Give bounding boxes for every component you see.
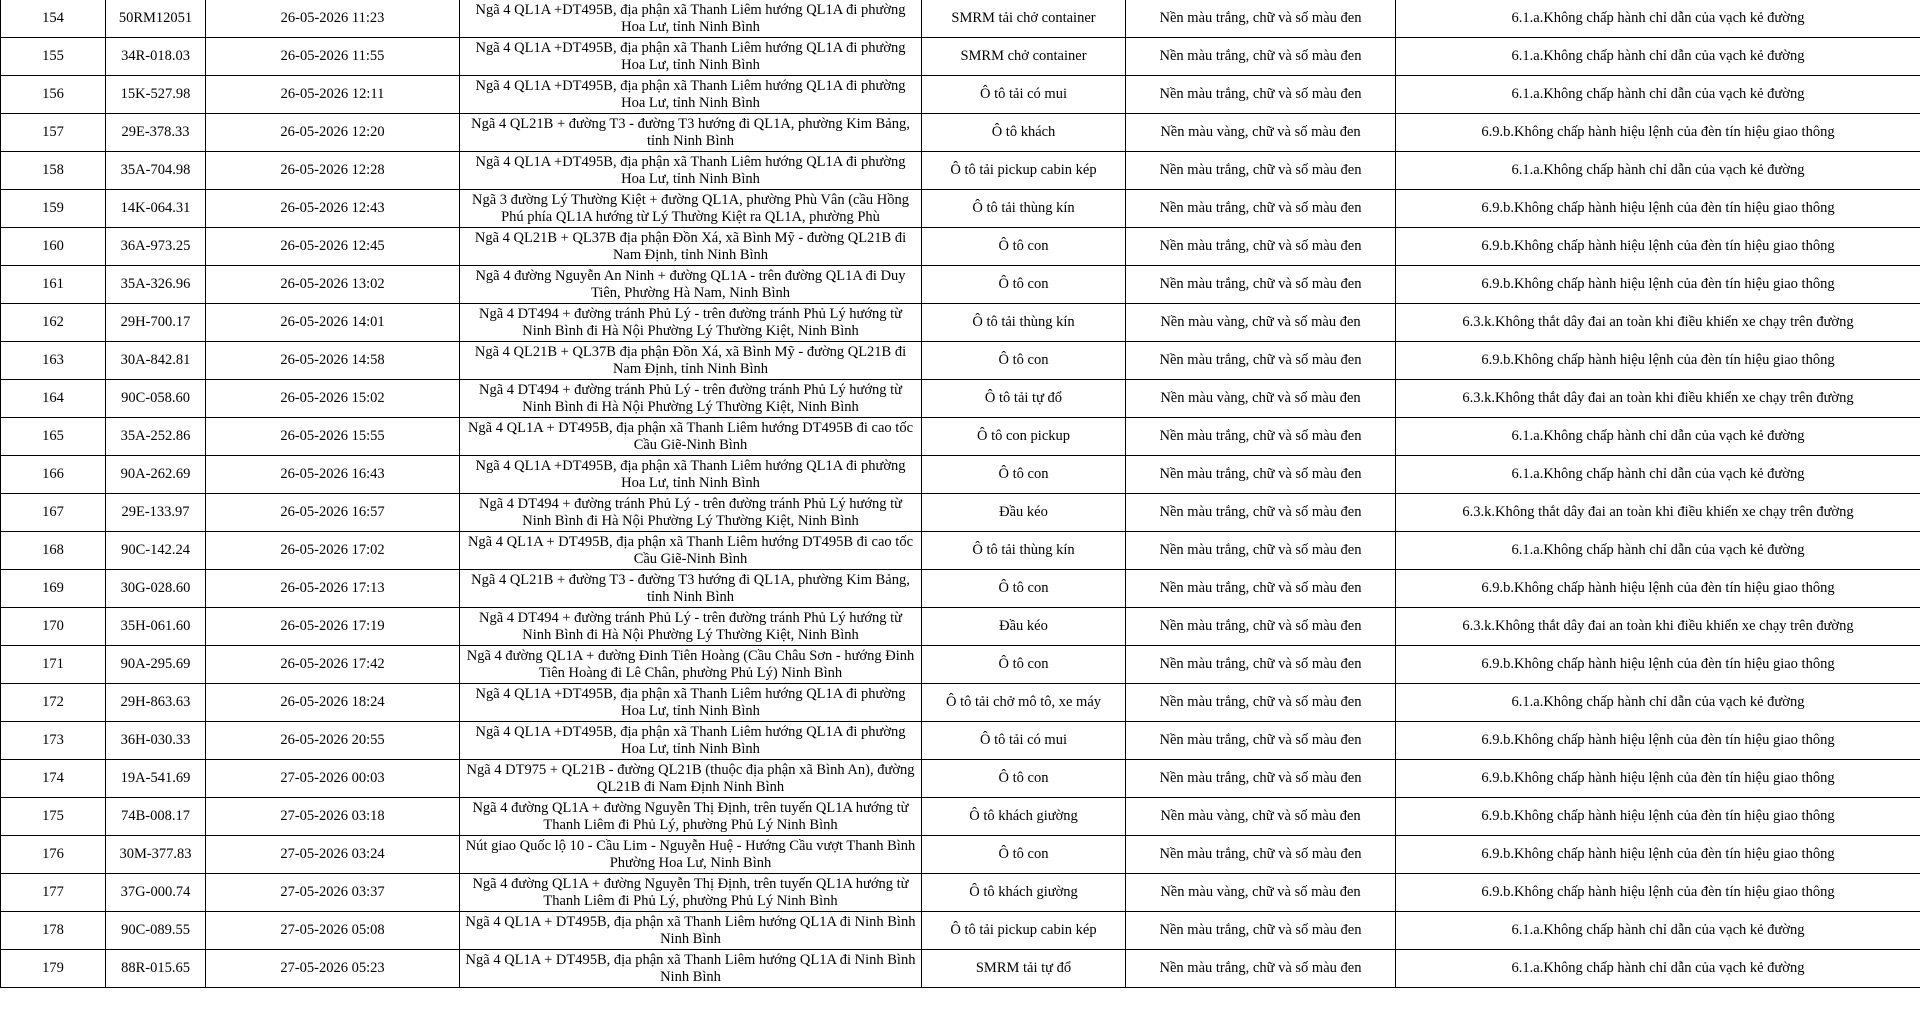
violation-cell: 6.9.b.Không chấp hành hiệu lệnh của đèn tín hiệu giao thông [1396,114,1920,152]
datetime-cell: 26-05-2026 13:02 [206,266,460,304]
location-cell: Ngã 4 QL1A + DT495B, địa phận xã Thanh Liêm hướng DT495B đi cao tốc Cầu Giẽ-Ninh Bình [460,532,922,570]
violation-cell: 6.9.b.Không chấp hành hiệu lệnh của đèn tín hiệu giao thông [1396,798,1920,836]
datetime-cell: 26-05-2026 18:24 [206,684,460,722]
plate-color-cell: Nền màu trắng, chữ và số màu đen [1126,950,1396,988]
license-plate-cell: 29E-378.33 [106,114,206,152]
plate-color-cell: Nền màu trắng, chữ và số màu đen [1126,912,1396,950]
location-cell: Ngã 4 đường Nguyễn An Ninh + đường QL1A - trên đường QL1A đi Duy Tiên, Phường Hà Nam, Ninh Bình [460,266,922,304]
violation-cell: 6.1.a.Không chấp hành chỉ dẫn của vạch kẻ đường [1396,456,1920,494]
table-body [1,0,1920,988]
row-number-cell: 171 [1,646,106,684]
violation-cell: 6.3.k.Không thắt dây đai an toàn khi điều khiển xe chạy trên đường [1396,494,1920,532]
vehicle-type-cell: SMRM chở container [922,38,1126,76]
table-row [1,380,1920,418]
row-number-cell: 167 [1,494,106,532]
table-row [1,912,1920,950]
vehicle-type-cell: Ô tô con [922,456,1126,494]
license-plate-cell: 90A-295.69 [106,646,206,684]
location-cell: Ngã 4 DT494 + đường tránh Phủ Lý - trên đường tránh Phủ Lý hướng từ Ninh Bình đi Hà Nội Phường Lý Thường Kiệt, Ninh Bình [460,608,922,646]
vehicle-type-cell: SMRM tải tự đổ [922,950,1126,988]
table-row [1,456,1920,494]
license-plate-cell: 36A-973.25 [106,228,206,266]
vehicle-type-cell: Ô tô khách giường [922,874,1126,912]
datetime-cell: 26-05-2026 11:23 [206,0,460,38]
datetime-cell: 26-05-2026 16:43 [206,456,460,494]
plate-color-cell: Nền màu trắng, chữ và số màu đen [1126,342,1396,380]
location-cell: Ngã 4 QL1A +DT495B, địa phận xã Thanh Liêm hướng QL1A đi phường Hoa Lư, tỉnh Ninh Bình [460,722,922,760]
table-row [1,570,1920,608]
row-number-cell: 165 [1,418,106,456]
plate-color-cell: Nền màu trắng, chữ và số màu đen [1126,418,1396,456]
violation-cell: 6.1.a.Không chấp hành chỉ dẫn của vạch kẻ đường [1396,684,1920,722]
table-row [1,342,1920,380]
license-plate-cell: 50RM12051 [106,0,206,38]
row-number-cell: 175 [1,798,106,836]
datetime-cell: 27-05-2026 05:08 [206,912,460,950]
row-number-cell: 159 [1,190,106,228]
license-plate-cell: 35A-704.98 [106,152,206,190]
datetime-cell: 26-05-2026 17:13 [206,570,460,608]
vehicle-type-cell: Ô tô con [922,836,1126,874]
row-number-cell: 173 [1,722,106,760]
location-cell: Ngã 4 QL1A +DT495B, địa phận xã Thanh Liêm hướng QL1A đi phường Hoa Lư, tỉnh Ninh Bình [460,38,922,76]
row-number-cell: 176 [1,836,106,874]
location-cell: Ngã 4 QL1A +DT495B, địa phận xã Thanh Liêm hướng QL1A đi phường Hoa Lư, tỉnh Ninh Bình [460,456,922,494]
violation-cell: 6.1.a.Không chấp hành chỉ dẫn của vạch kẻ đường [1396,0,1920,38]
violation-cell: 6.9.b.Không chấp hành hiệu lệnh của đèn tín hiệu giao thông [1396,722,1920,760]
plate-color-cell: Nền màu vàng, chữ và số màu đen [1126,798,1396,836]
row-number-cell: 160 [1,228,106,266]
license-plate-cell: 90C-142.24 [106,532,206,570]
datetime-cell: 26-05-2026 14:01 [206,304,460,342]
location-cell: Ngã 4 đường QL1A + đường Nguyễn Thị Định, trên tuyến QL1A hướng từ Thanh Liêm đi Phủ Lý, phường Phủ Lý Ninh Bình [460,798,922,836]
location-cell: Ngã 4 đường QL1A + đường Nguyễn Thị Định, trên tuyến QL1A hướng từ Thanh Liêm đi Phủ Lý, phường Phủ Lý Ninh Bình [460,874,922,912]
row-number-cell: 164 [1,380,106,418]
vehicle-type-cell: Ô tô tải có mui [922,76,1126,114]
datetime-cell: 26-05-2026 12:28 [206,152,460,190]
plate-color-cell: Nền màu trắng, chữ và số màu đen [1126,152,1396,190]
row-number-cell: 169 [1,570,106,608]
plate-color-cell: Nền màu trắng, chữ và số màu đen [1126,494,1396,532]
row-number-cell: 174 [1,760,106,798]
vehicle-type-cell: Ô tô tải có mui [922,722,1126,760]
license-plate-cell: 15K-527.98 [106,76,206,114]
vehicle-type-cell: Ô tô tải tự đổ [922,380,1126,418]
table-row [1,76,1920,114]
vehicle-type-cell: Ô tô tải thùng kín [922,532,1126,570]
plate-color-cell: Nền màu trắng, chữ và số màu đen [1126,646,1396,684]
location-cell: Ngã 4 QL1A +DT495B, địa phận xã Thanh Liêm hướng QL1A đi phường Hoa Lư, tỉnh Ninh Bình [460,152,922,190]
violation-cell: 6.1.a.Không chấp hành chỉ dẫn của vạch kẻ đường [1396,532,1920,570]
license-plate-cell: 74B-008.17 [106,798,206,836]
location-cell: Ngã 4 DT494 + đường tránh Phủ Lý - trên đường tránh Phủ Lý hướng từ Ninh Bình đi Hà Nội Phường Lý Thường Kiệt, Ninh Bình [460,494,922,532]
violation-cell: 6.9.b.Không chấp hành hiệu lệnh của đèn tín hiệu giao thông [1396,190,1920,228]
plate-color-cell: Nền màu vàng, chữ và số màu đen [1126,114,1396,152]
license-plate-cell: 19A-541.69 [106,760,206,798]
datetime-cell: 26-05-2026 15:02 [206,380,460,418]
location-cell: Ngã 4 DT494 + đường tránh Phủ Lý - trên đường tránh Phủ Lý hướng từ Ninh Bình đi Hà Nội Phường Lý Thường Kiệt, Ninh Bình [460,380,922,418]
license-plate-cell: 35A-252.86 [106,418,206,456]
vehicle-type-cell: Ô tô con [922,228,1126,266]
vehicle-type-cell: Ô tô tải chở mô tô, xe máy [922,684,1126,722]
datetime-cell: 27-05-2026 00:03 [206,760,460,798]
plate-color-cell: Nền màu trắng, chữ và số màu đen [1126,760,1396,798]
table-row [1,152,1920,190]
plate-color-cell: Nền màu trắng, chữ và số màu đen [1126,76,1396,114]
violation-cell: 6.9.b.Không chấp hành hiệu lệnh của đèn tín hiệu giao thông [1396,874,1920,912]
location-cell: Ngã 4 QL21B + đường T3 - đường T3 hướng đi QL1A, phường Kim Bảng, tỉnh Ninh Bình [460,114,922,152]
plate-color-cell: Nền màu trắng, chữ và số màu đen [1126,722,1396,760]
row-number-cell: 166 [1,456,106,494]
violation-cell: 6.9.b.Không chấp hành hiệu lệnh của đèn tín hiệu giao thông [1396,342,1920,380]
table-row [1,114,1920,152]
location-cell: Ngã 4 QL1A + DT495B, địa phận xã Thanh Liêm hướng DT495B đi cao tốc Cầu Giẽ-Ninh Bình [460,418,922,456]
violation-cell: 6.9.b.Không chấp hành hiệu lệnh của đèn tín hiệu giao thông [1396,760,1920,798]
row-number-cell: 179 [1,950,106,988]
vehicle-type-cell: Ô tô con [922,570,1126,608]
table-row [1,266,1920,304]
plate-color-cell: Nền màu trắng, chữ và số màu đen [1126,38,1396,76]
plate-color-cell: Nền màu trắng, chữ và số màu đen [1126,608,1396,646]
location-cell: Ngã 4 QL1A +DT495B, địa phận xã Thanh Liêm hướng QL1A đi phường Hoa Lư, tỉnh Ninh Bình [460,0,922,38]
row-number-cell: 177 [1,874,106,912]
violation-cell: 6.1.a.Không chấp hành chỉ dẫn của vạch kẻ đường [1396,950,1920,988]
table-row [1,836,1920,874]
table-row [1,798,1920,836]
vehicle-type-cell: Ô tô tải thùng kín [922,190,1126,228]
row-number-cell: 155 [1,38,106,76]
license-plate-cell: 34R-018.03 [106,38,206,76]
row-number-cell: 163 [1,342,106,380]
location-cell: Ngã 4 QL1A +DT495B, địa phận xã Thanh Liêm hướng QL1A đi phường Hoa Lư, tỉnh Ninh Bình [460,684,922,722]
datetime-cell: 27-05-2026 05:23 [206,950,460,988]
vehicle-type-cell: Ô tô con [922,646,1126,684]
row-number-cell: 170 [1,608,106,646]
datetime-cell: 26-05-2026 12:45 [206,228,460,266]
vehicle-type-cell: Ô tô con [922,266,1126,304]
table-row [1,0,1920,38]
violation-cell: 6.1.a.Không chấp hành chỉ dẫn của vạch kẻ đường [1396,76,1920,114]
location-cell: Ngã 4 QL1A + DT495B, địa phận xã Thanh Liêm hướng QL1A đi Ninh Bình Ninh Bình [460,912,922,950]
datetime-cell: 26-05-2026 20:55 [206,722,460,760]
license-plate-cell: 90C-089.55 [106,912,206,950]
table-row [1,190,1920,228]
table-row [1,304,1920,342]
location-cell: Ngã 4 QL21B + đường T3 - đường T3 hướng đi QL1A, phường Kim Bảng, tỉnh Ninh Bình [460,570,922,608]
row-number-cell: 162 [1,304,106,342]
vehicle-type-cell: Ô tô con [922,760,1126,798]
license-plate-cell: 35A-326.96 [106,266,206,304]
vehicle-type-cell: Ô tô khách giường [922,798,1126,836]
plate-color-cell: Nền màu trắng, chữ và số màu đen [1126,570,1396,608]
license-plate-cell: 88R-015.65 [106,950,206,988]
datetime-cell: 26-05-2026 11:55 [206,38,460,76]
plate-color-cell: Nền màu trắng, chữ và số màu đen [1126,0,1396,38]
violation-cell: 6.3.k.Không thắt dây đai an toàn khi điều khiển xe chạy trên đường [1396,608,1920,646]
plate-color-cell: Nền màu trắng, chữ và số màu đen [1126,532,1396,570]
license-plate-cell: 37G-000.74 [106,874,206,912]
plate-color-cell: Nền màu trắng, chữ và số màu đen [1126,266,1396,304]
vehicle-type-cell: Ô tô con pickup [922,418,1126,456]
vehicle-type-cell: Ô tô khách [922,114,1126,152]
row-number-cell: 156 [1,76,106,114]
vehicle-type-cell: Ô tô tải pickup cabin kép [922,152,1126,190]
plate-color-cell: Nền màu trắng, chữ và số màu đen [1126,228,1396,266]
vehicle-type-cell: Đầu kéo [922,494,1126,532]
license-plate-cell: 29H-863.63 [106,684,206,722]
table-row [1,418,1920,456]
datetime-cell: 26-05-2026 12:20 [206,114,460,152]
table-row [1,874,1920,912]
datetime-cell: 27-05-2026 03:24 [206,836,460,874]
table-row [1,684,1920,722]
datetime-cell: 26-05-2026 14:58 [206,342,460,380]
license-plate-cell: 30A-842.81 [106,342,206,380]
location-cell: Ngã 4 DT494 + đường tránh Phủ Lý - trên đường tránh Phủ Lý hướng từ Ninh Bình đi Hà Nội Phường Lý Thường Kiệt, Ninh Bình [460,304,922,342]
violation-cell: 6.1.a.Không chấp hành chỉ dẫn của vạch kẻ đường [1396,152,1920,190]
location-cell: Ngã 4 QL1A + DT495B, địa phận xã Thanh Liêm hướng QL1A đi Ninh Bình Ninh Bình [460,950,922,988]
violation-cell: 6.1.a.Không chấp hành chỉ dẫn của vạch kẻ đường [1396,912,1920,950]
plate-color-cell: Nền màu vàng, chữ và số màu đen [1126,380,1396,418]
table-row [1,532,1920,570]
table-row [1,950,1920,988]
location-cell: Ngã 4 QL1A +DT495B, địa phận xã Thanh Liêm hướng QL1A đi phường Hoa Lư, tỉnh Ninh Bình [460,76,922,114]
table-row [1,494,1920,532]
license-plate-cell: 29E-133.97 [106,494,206,532]
license-plate-cell: 35H-061.60 [106,608,206,646]
datetime-cell: 27-05-2026 03:18 [206,798,460,836]
vehicle-type-cell: Ô tô con [922,342,1126,380]
license-plate-cell: 14K-064.31 [106,190,206,228]
datetime-cell: 26-05-2026 15:55 [206,418,460,456]
plate-color-cell: Nền màu trắng, chữ và số màu đen [1126,456,1396,494]
location-cell: Ngã 4 QL21B + QL37B địa phận Đồn Xá, xã Bình Mỹ - đường QL21B đi Nam Định, tỉnh Ninh Bình [460,228,922,266]
license-plate-cell: 90C-058.60 [106,380,206,418]
plate-color-cell: Nền màu vàng, chữ và số màu đen [1126,874,1396,912]
datetime-cell: 27-05-2026 03:37 [206,874,460,912]
datetime-cell: 26-05-2026 17:42 [206,646,460,684]
location-cell: Ngã 3 đường Lý Thường Kiệt + đường QL1A, phường Phù Vân (cầu Hồng Phú phía QL1A hướng từ Lý Thường Kiệt ra QL1A, phường Phù [460,190,922,228]
row-number-cell: 168 [1,532,106,570]
license-plate-cell: 30M-377.83 [106,836,206,874]
datetime-cell: 26-05-2026 17:02 [206,532,460,570]
row-number-cell: 157 [1,114,106,152]
plate-color-cell: Nền màu trắng, chữ và số màu đen [1126,190,1396,228]
violation-cell: 6.9.b.Không chấp hành hiệu lệnh của đèn tín hiệu giao thông [1396,266,1920,304]
violation-cell: 6.9.b.Không chấp hành hiệu lệnh của đèn tín hiệu giao thông [1396,570,1920,608]
datetime-cell: 26-05-2026 17:19 [206,608,460,646]
vehicle-type-cell: Đầu kéo [922,608,1126,646]
location-cell: Ngã 4 DT975 + QL21B - đường QL21B (thuộc địa phận xã Bình An), đường QL21B đi Nam Định Ninh Bình [460,760,922,798]
datetime-cell: 26-05-2026 12:11 [206,76,460,114]
plate-color-cell: Nền màu vàng, chữ và số màu đen [1126,304,1396,342]
vehicle-type-cell: Ô tô tải thùng kín [922,304,1126,342]
row-number-cell: 172 [1,684,106,722]
plate-color-cell: Nền màu trắng, chữ và số màu đen [1126,836,1396,874]
vehicle-type-cell: SMRM tải chở container [922,0,1126,38]
datetime-cell: 26-05-2026 16:57 [206,494,460,532]
license-plate-cell: 90A-262.69 [106,456,206,494]
row-number-cell: 154 [1,0,106,38]
table-row [1,722,1920,760]
violation-cell: 6.9.b.Không chấp hành hiệu lệnh của đèn tín hiệu giao thông [1396,836,1920,874]
table-row [1,646,1920,684]
table-row [1,760,1920,798]
violation-cell: 6.9.b.Không chấp hành hiệu lệnh của đèn tín hiệu giao thông [1396,646,1920,684]
location-cell: Nút giao Quốc lộ 10 - Cầu Lim - Nguyễn Huệ - Hướng Cầu vượt Thanh Bình Phường Hoa Lư, Ninh Bình [460,836,922,874]
violation-cell: 6.1.a.Không chấp hành chỉ dẫn của vạch kẻ đường [1396,418,1920,456]
license-plate-cell: 30G-028.60 [106,570,206,608]
violation-cell: 6.1.a.Không chấp hành chỉ dẫn của vạch kẻ đường [1396,38,1920,76]
location-cell: Ngã 4 đường QL1A + đường Đinh Tiên Hoàng (Cầu Châu Sơn - hướng Đinh Tiên Hoàng đi Lê Chân, phường Phủ Lý) Ninh Bình [460,646,922,684]
table-row [1,608,1920,646]
license-plate-cell: 36H-030.33 [106,722,206,760]
license-plate-cell: 29H-700.17 [106,304,206,342]
plate-color-cell: Nền màu trắng, chữ và số màu đen [1126,684,1396,722]
vehicle-type-cell: Ô tô tải pickup cabin kép [922,912,1126,950]
table-row [1,228,1920,266]
violation-cell: 6.9.b.Không chấp hành hiệu lệnh của đèn tín hiệu giao thông [1396,228,1920,266]
row-number-cell: 161 [1,266,106,304]
location-cell: Ngã 4 QL21B + QL37B địa phận Đồn Xá, xã Bình Mỹ - đường QL21B đi Nam Định, tỉnh Ninh Bình [460,342,922,380]
table-row [1,38,1920,76]
row-number-cell: 178 [1,912,106,950]
violation-cell: 6.3.k.Không thắt dây đai an toàn khi điều khiển xe chạy trên đường [1396,304,1920,342]
row-number-cell: 158 [1,152,106,190]
datetime-cell: 26-05-2026 12:43 [206,190,460,228]
violation-cell: 6.3.k.Không thắt dây đai an toàn khi điều khiển xe chạy trên đường [1396,380,1920,418]
